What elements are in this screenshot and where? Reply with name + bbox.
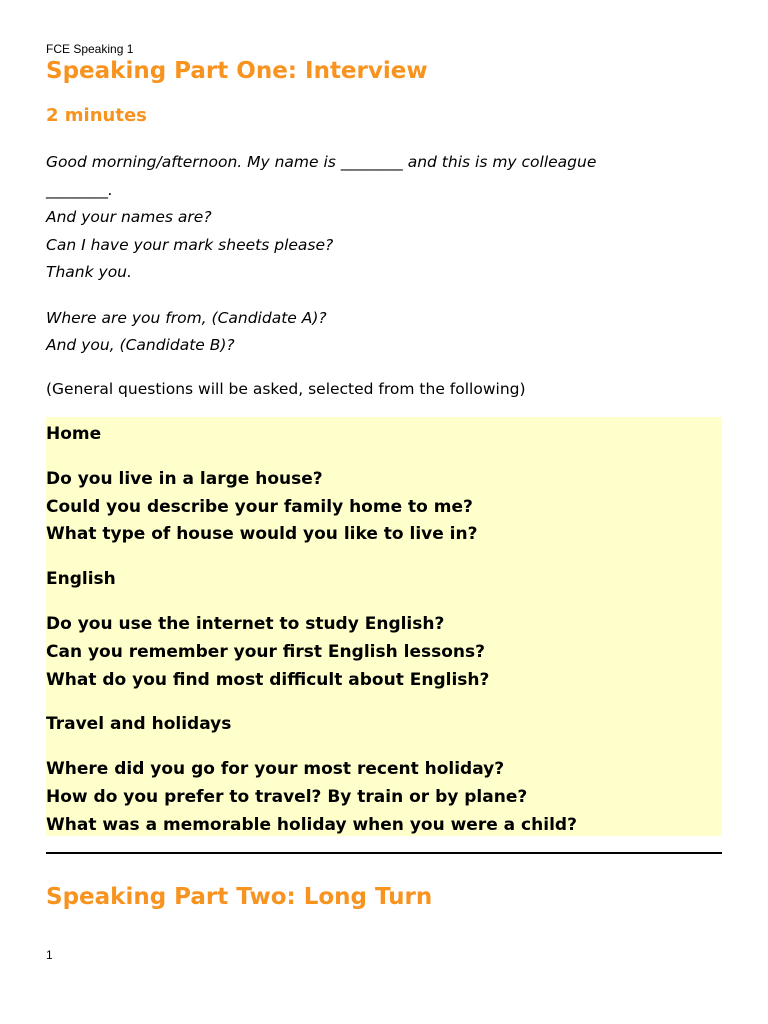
topic-heading-travel: Travel and holidays (46, 714, 232, 734)
question-item: Do you use the internet to study English? (46, 614, 445, 634)
part-one-title: Speaking Part One: Interview (46, 58, 428, 84)
part-one-duration: 2 minutes (46, 105, 147, 126)
topic-heading-english: English (46, 569, 116, 589)
section-divider (46, 852, 722, 854)
question-item: What do you find most difficult about English? (46, 670, 490, 690)
page-number: 1 (46, 948, 53, 962)
script-line: ________. (46, 181, 113, 199)
question-item: What was a memorable holiday when you were a child? (46, 815, 577, 835)
question-item: Do you live in a large house? (46, 469, 323, 489)
question-item: Where did you go for your most recent holiday? (46, 759, 505, 779)
script-line: Thank you. (46, 263, 132, 281)
question-item: How do you prefer to travel? By train or by plane? (46, 787, 528, 807)
general-questions-note: (General questions will be asked, selected from the following) (46, 380, 526, 398)
topic-heading-home: Home (46, 424, 102, 444)
question-item: Can you remember your first English lessons? (46, 642, 485, 662)
script-line: Where are you from, (Candidate A)? (46, 309, 327, 327)
script-line: Can I have your mark sheets please? (46, 236, 334, 254)
script-line: And your names are? (46, 208, 212, 226)
question-item: What type of house would you like to live in? (46, 524, 478, 544)
running-header: FCE Speaking 1 (46, 42, 134, 56)
script-line: Good morning/afternoon. My name is ________ and this is my colleague (46, 153, 597, 171)
script-line: And you, (Candidate B)? (46, 336, 235, 354)
part-two-title: Speaking Part Two: Long Turn (46, 884, 433, 910)
question-item: Could you describe your family home to me? (46, 497, 473, 517)
